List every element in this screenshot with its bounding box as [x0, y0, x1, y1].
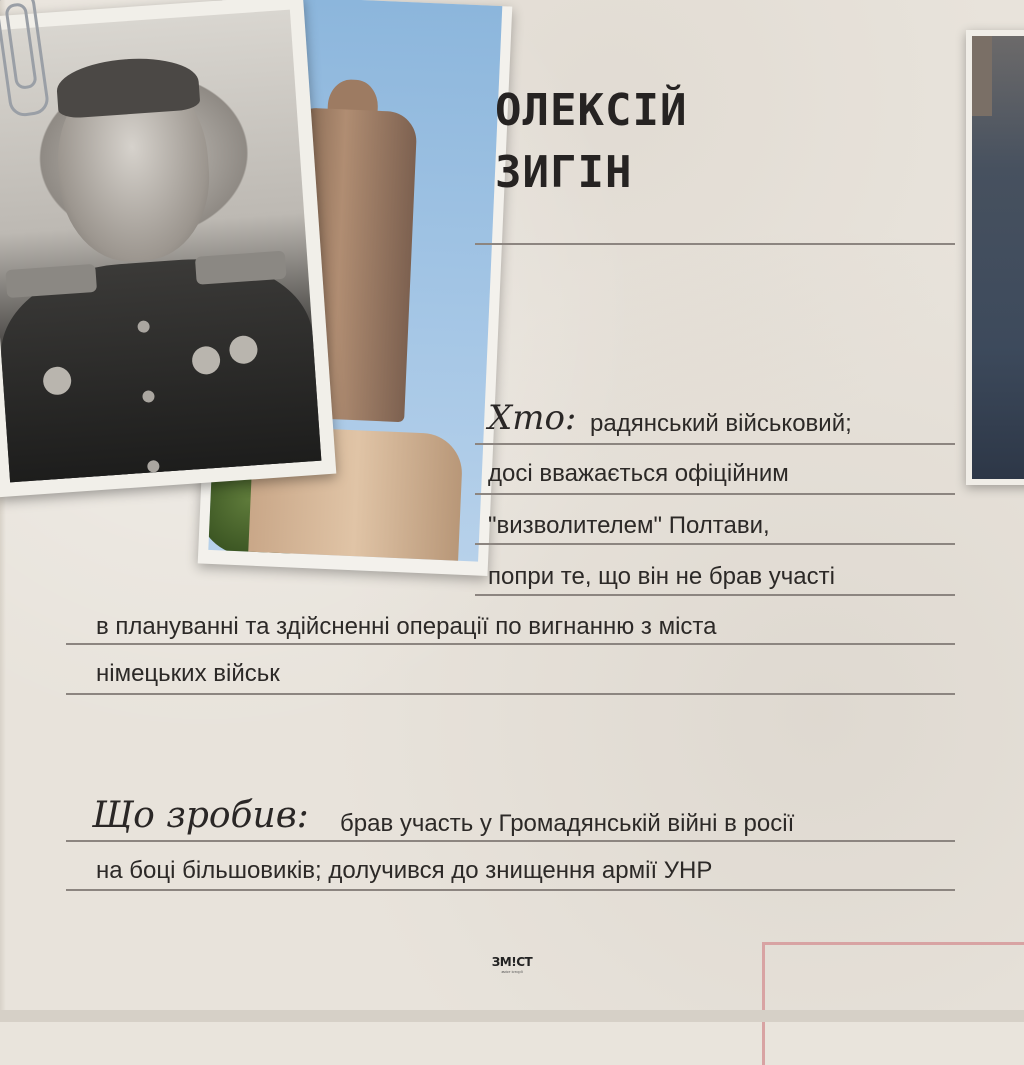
who-line-3: "визволителем" Полтави, [488, 512, 770, 539]
torn-edge [0, 1010, 1024, 1022]
did-line-2: на боці більшовиків; долучився до знищення армії УНР [96, 857, 713, 884]
title-line-1: ОЛЕКСІЙ [495, 85, 688, 136]
rule [66, 643, 955, 645]
who-label: Хто: [488, 398, 577, 438]
page-title [495, 80, 687, 204]
logo-name: ЗМ!СТ [491, 955, 533, 969]
rule [475, 543, 955, 545]
rule [66, 889, 955, 891]
brand-logo [490, 955, 534, 974]
rule [475, 493, 955, 495]
side-photo [966, 30, 1024, 485]
title-rule [475, 243, 955, 245]
did-label: Що зробив: [92, 795, 309, 836]
title-line-2: ЗИГІН [495, 147, 633, 198]
who-line-1: радянський військовий; [590, 410, 852, 437]
who-line-6: німецьких військ [96, 660, 280, 687]
who-line-5: в плануванні та здійсненні операції по вигнанню з міста [96, 613, 717, 640]
rule [475, 594, 955, 596]
who-line-2: досі вважається офіційним [488, 460, 789, 487]
rule [475, 443, 955, 445]
did-line-1: брав участь у Громадянській війні в росії [340, 810, 795, 837]
decorative-frame [762, 942, 1024, 1065]
who-line-4: попри те, що він не брав участі [488, 563, 835, 590]
rule [66, 693, 955, 695]
logo-tagline: зміст історії [501, 969, 523, 974]
portrait-hair [55, 54, 200, 119]
portrait-photo [0, 0, 336, 497]
rule [66, 840, 955, 842]
